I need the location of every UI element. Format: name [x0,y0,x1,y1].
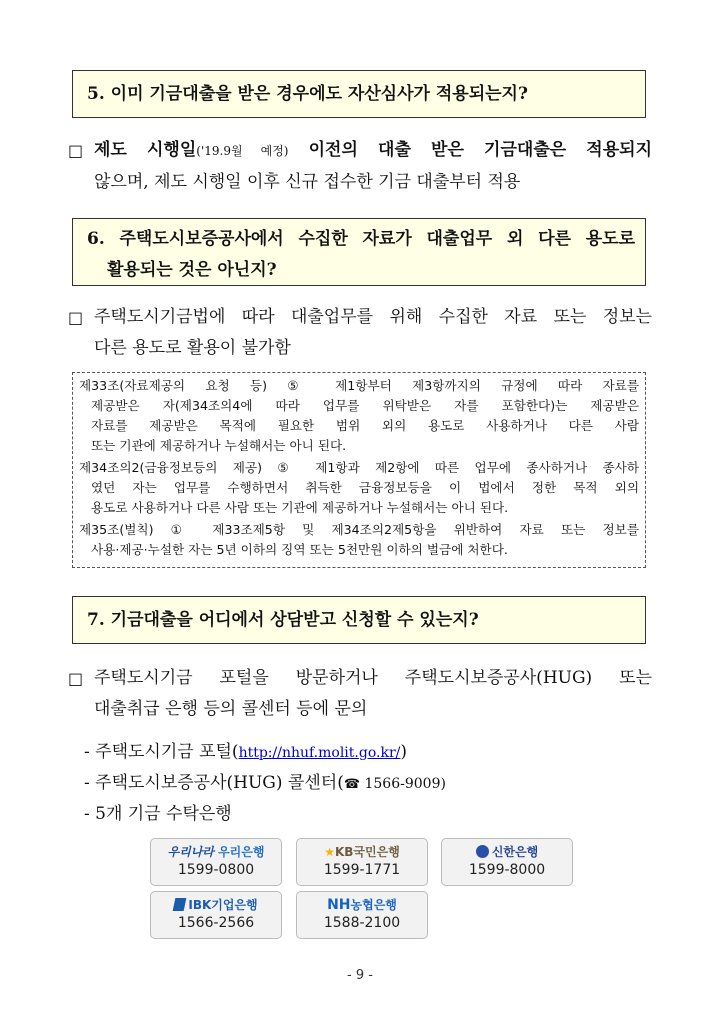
law-line: 제34조의2(금융정보등의 제공) ⑤ 제1항과 제2항에 따른 업무에 종사하거나 종사하 [79,460,639,475]
kb-star-icon: ★ [324,845,335,859]
portal-item [84,740,407,765]
trustee-banks-label: - 5개 기금 수탁은행 [84,804,232,824]
shinhan-bank-logo: 신한은행 [442,844,572,860]
question-5-box [72,70,646,118]
law-line: 자료를 제공받은 목적에 필요한 범위 외의 용도로 사용하거나 다른 사람 [91,418,639,433]
law-article-34-2 [79,458,639,518]
bank-card-shinhan [441,838,573,886]
bank-card-woori [150,838,282,886]
question-5-title: 5. 이미 기금대출을 받은 경우에도 자산심사가 적용되는지? [87,84,528,104]
answer-6 [68,302,652,364]
hug-callcenter-item [84,771,446,797]
bank-card-nh [296,891,428,939]
bank-phone: 1599-8000 [468,862,546,878]
answer-5 [68,135,652,198]
nh-bank-logo: NH농협은행 [327,897,397,913]
answer-7-line-2: 대출취급 은행 등의 콜센터 등에 문의 [94,699,368,719]
law-line: 사용·제공·누설한 자는 5년 이하의 징역 또는 5천만원 이하의 벌금에 처한다. [91,542,508,557]
law-line: 제33조(자료제공의 요청 등) ⑤ 제1항부터 제3항까지의 규정에 따라 자료를 [79,378,639,393]
law-line: 제공받은 자(제34조의4에 따라 업무를 위탁받은 자를 포함한다)는 제공받은 [91,398,639,413]
hug-callcenter-label: - 주택도시보증공사(HUG) 콜센터( [84,773,344,793]
bank-phone: 1566-2566 [177,915,255,931]
trustee-banks-heading [84,802,232,826]
page-number: - 9 - [347,968,373,983]
law-line: 또는 기관에 제공하거나 누설해서는 아니 된다. [91,438,347,453]
bank-card-kb [296,838,428,886]
checkbox-bullet-icon: □ [68,141,84,160]
law-line: 용도로 사용하거나 다른 사람 또는 기관에 제공하거나 누설해서는 아니 된다. [91,500,509,515]
answer-6-line-1: 주택도시기금법에 따라 대출업무를 위해 수집한 자료 또는 정보는 [94,307,652,327]
answer-7-line-1: 주택도시기금 포털을 방문하거나 주택도시보증공사(HUG) 또는 [94,668,652,688]
kb-bank-logo: ★KB국민은행 [324,845,400,859]
question-6-box [72,218,646,286]
checkbox-bullet-icon: □ [68,669,84,688]
answer-7 [68,663,652,725]
shinhan-mark-icon [476,845,489,858]
law-article-35 [79,520,639,560]
checkbox-bullet-icon: □ [68,308,84,327]
portal-close-paren: ) [400,742,407,762]
ibk-mark-icon [173,898,187,911]
law-excerpt-box [72,372,646,568]
question-6-line-2: 활용되는 것은 아닌지? [107,260,277,280]
answer-5-line-1: 제도 시행일('19.9월 예정) 이전의 대출 받은 기금대출은 적용되지 [94,140,652,160]
hug-phone-number: 1566-9009) [360,776,446,792]
question-7-box [72,596,646,644]
woori-bank-logo: 우리나라 우리은행 [167,845,265,859]
phone-icon: ☎ [343,777,361,792]
question-7-title: 7. 기금대출을 어디에서 상담받고 신청할 수 있는지? [87,610,479,630]
bank-phone: 1599-1771 [323,862,401,878]
answer-5-line-2: 않으며, 제도 시행일 이후 신규 접수한 기금 대출부터 적용 [94,172,521,192]
portal-link[interactable]: http://nhuf.molit.go.kr/ [238,745,401,761]
ibk-bank-logo: IBK기업은행 [151,897,281,913]
question-6-line-1: 6. 주택도시보증공사에서 수집한 자료가 대출업무 외 다른 용도로 [87,229,635,249]
portal-label: - 주택도시기금 포털( [84,742,239,762]
law-article-33 [79,376,639,456]
bank-phone: 1588-2100 [323,915,401,931]
answer-6-line-2: 다른 용도로 활용이 불가함 [94,338,291,358]
bank-phone: 1599-0800 [177,862,255,878]
law-line: 제35조(벌칙) ① 제33조제5항 및 제34조의2제5항을 위반하여 자료 또는 정보를 [79,522,639,537]
law-line: 였던 자는 업무를 수행하면서 취득한 금융정보등을 이 법에서 정한 목적 외의 [91,480,639,495]
bank-card-ibk [150,891,282,939]
